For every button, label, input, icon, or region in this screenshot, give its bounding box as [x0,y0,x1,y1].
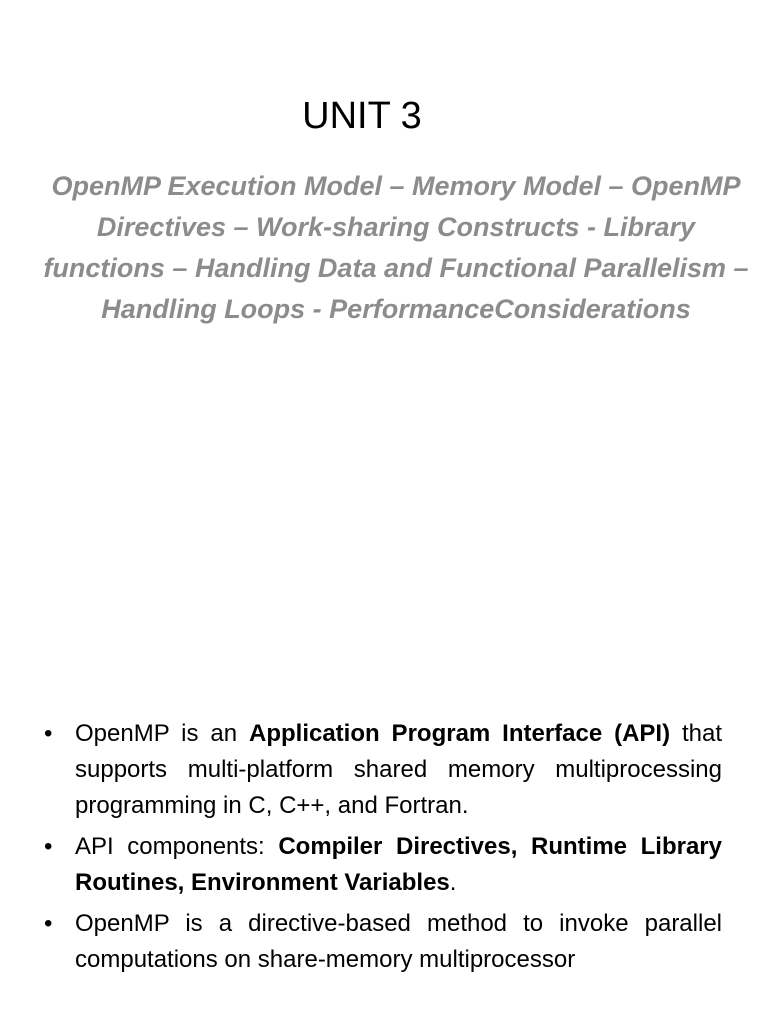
bullet-text: API components: [75,833,279,860]
bullet-bold-text: Application Program Interface (API) [249,720,671,747]
bullet-item-api [44,716,722,824]
bullet-text: OpenMP is a directive-based method to invoke parallel computations on share-memory multiprocessor [75,910,722,973]
slide-subtitle: OpenMP Execution Model – Memory Model – OpenMP Directives – Work-sharing Constructs - Library functions – Handling Data and Functional Parallelism – Handling Loops - PerformanceConsiderations [43,171,749,324]
bullet-icon: • [44,910,53,937]
bullet-text: OpenMP is an [75,720,249,747]
bullet-icon: • [44,833,53,860]
bullet-item-components [44,829,722,901]
bullet-list [44,716,722,983]
slide-title: UNIT 3 [302,95,422,138]
bullet-item-directive [44,906,722,978]
bullet-icon: • [44,720,53,747]
bullet-bold-text: Compiler Directives, Runtime Library Routines, Environment Variables [75,833,722,896]
bullet-text-after: that supports multi-platform shared memory multiprocessing programming in C, C++, and Fortran. [75,720,723,819]
bullet-text-after: . [449,869,457,896]
